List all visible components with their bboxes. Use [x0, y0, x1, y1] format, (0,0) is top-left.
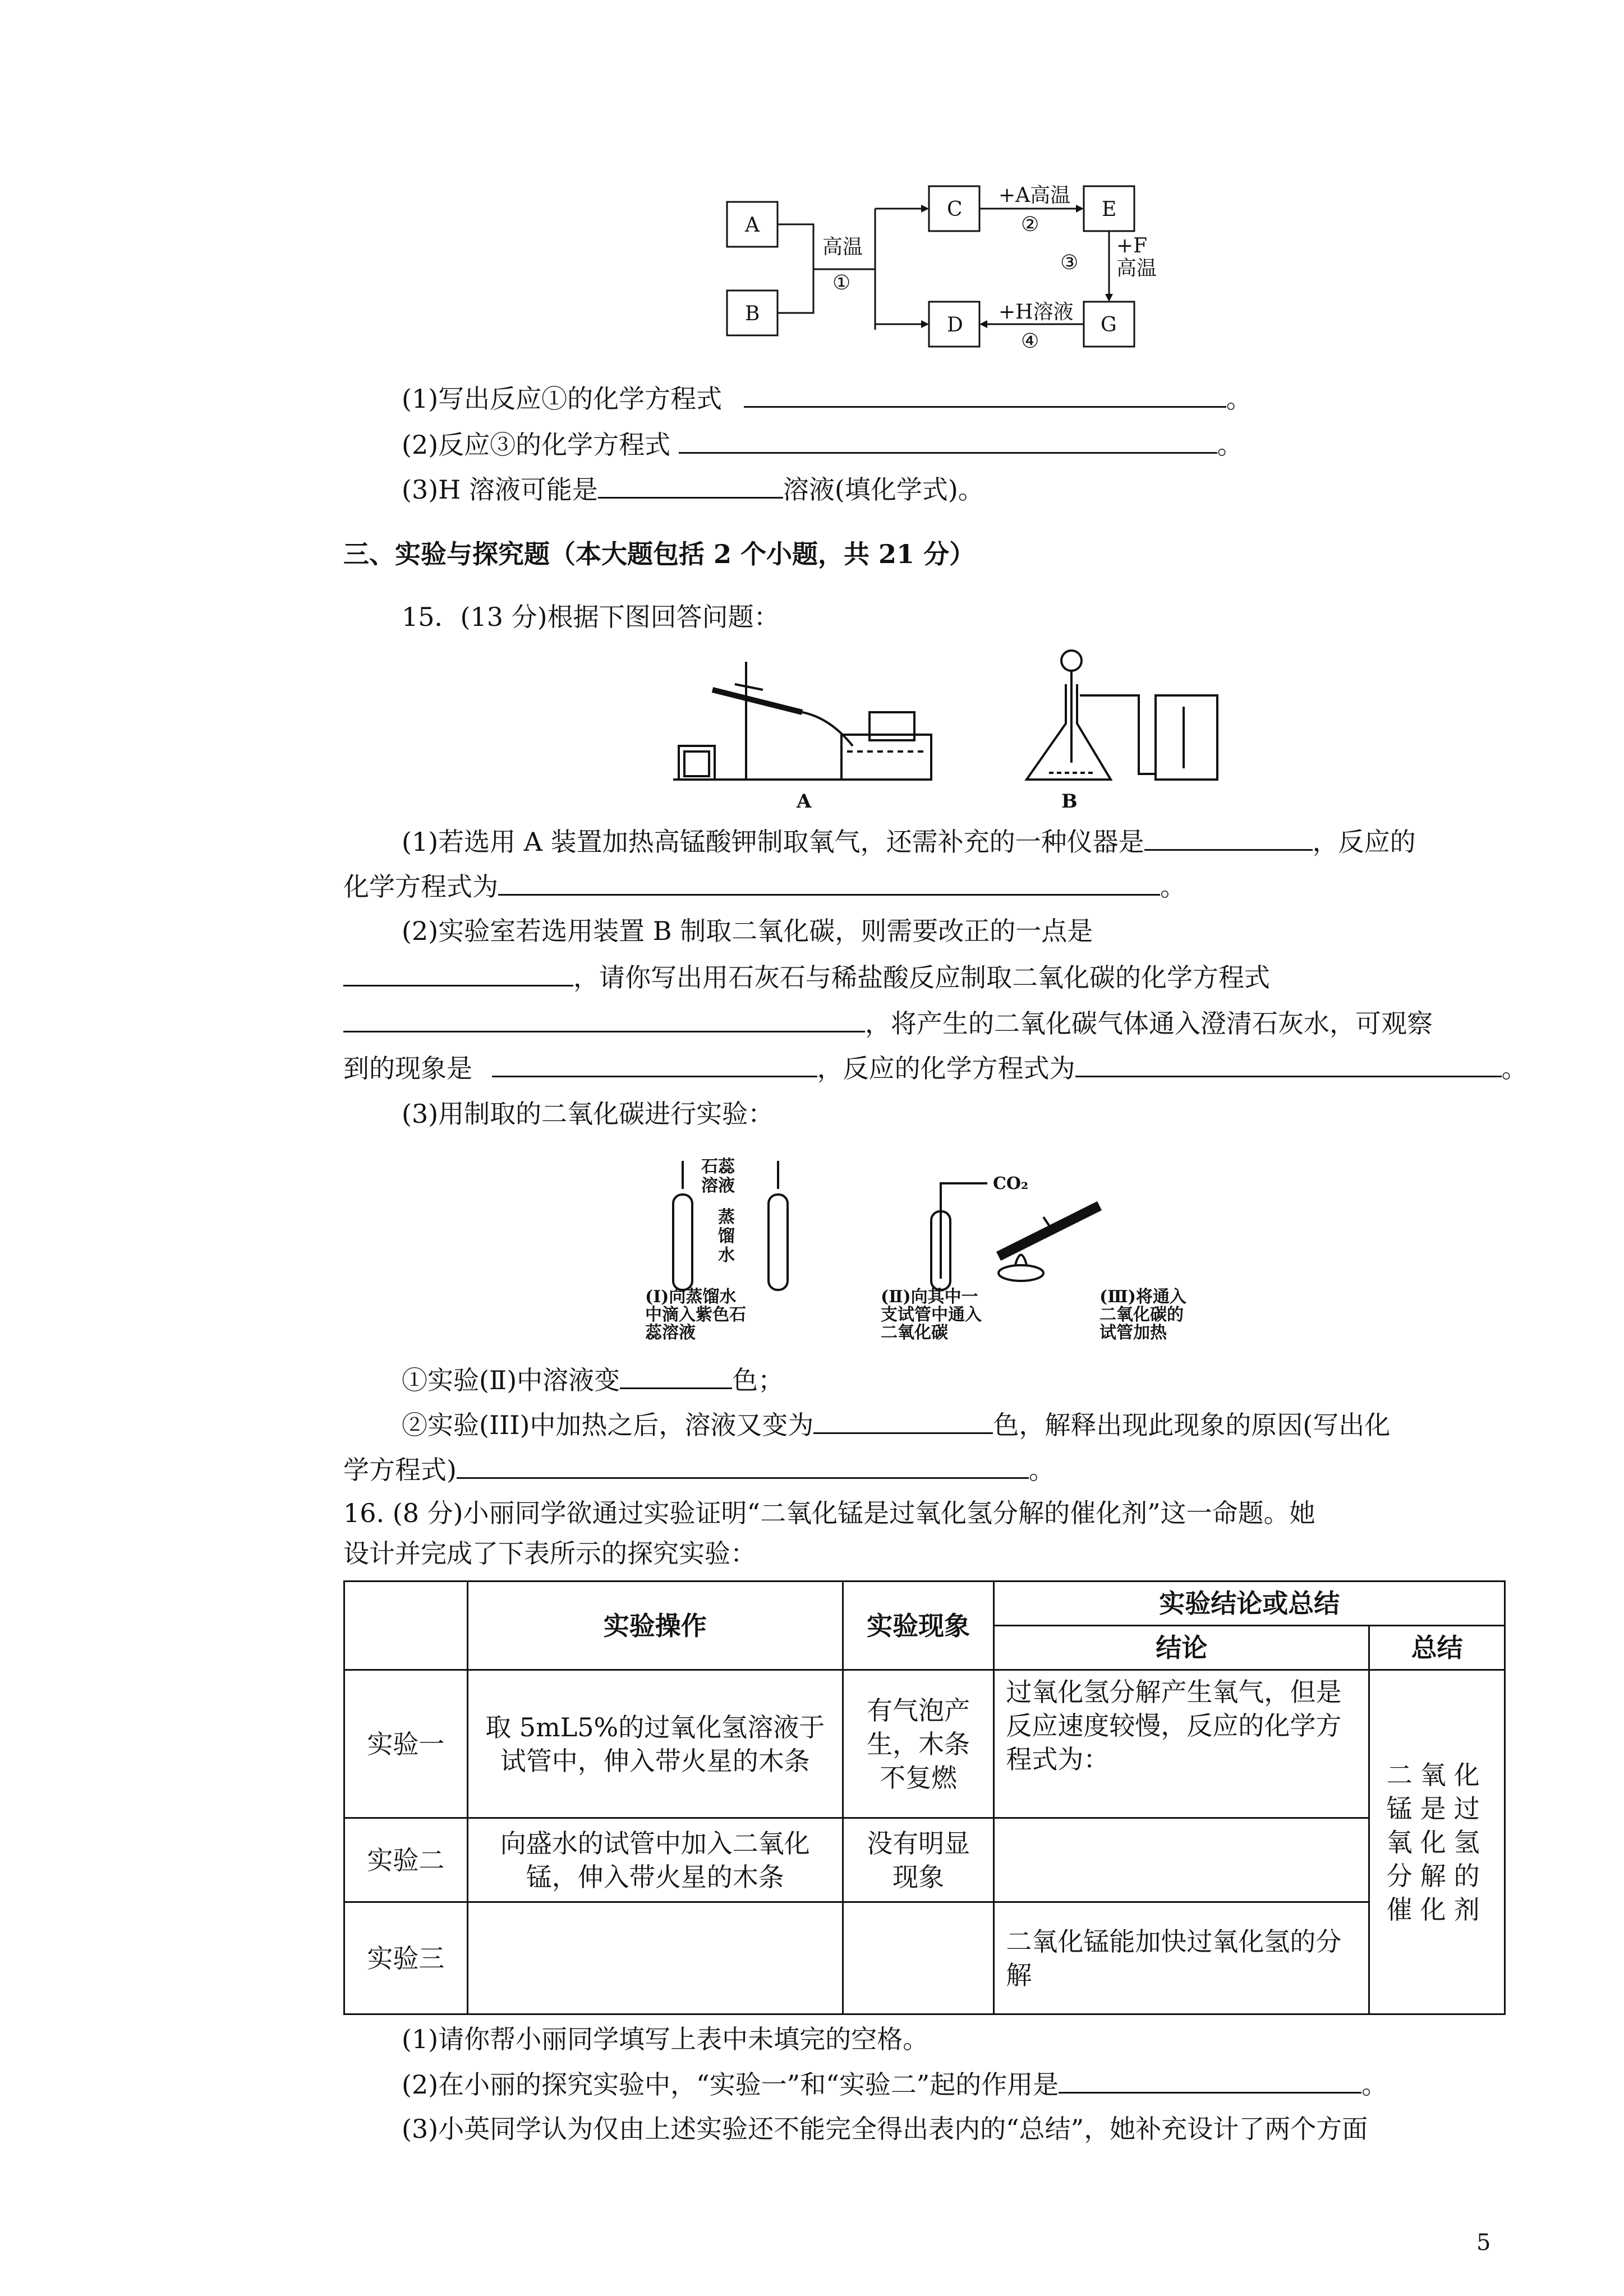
answer-blank — [492, 1051, 817, 1077]
condition-3a: +F — [1116, 234, 1148, 257]
q15-head: 15．(13 分)根据下图回答问题： — [402, 602, 780, 632]
condition-gaowen: 高温 — [822, 236, 863, 259]
svg-text:水: 水 — [718, 1246, 735, 1265]
reaction-flowchart — [718, 179, 1223, 359]
svg-text:支试管中通入: 支试管中通入 — [881, 1305, 982, 1325]
row1-name: 实验一 — [344, 1670, 468, 1818]
row2-phenomenon: 没有明显现象 — [843, 1818, 994, 1902]
answer-blank — [598, 472, 783, 499]
table-row — [344, 1902, 1505, 2014]
row3-operation-empty — [467, 1902, 843, 2014]
q14-part1-text: (1)写出反应①的化学方程式 — [402, 384, 723, 414]
apparatus-a-label: A — [797, 790, 812, 813]
svg-text:试管加热: 试管加热 — [1099, 1323, 1167, 1340]
svg-text:蕊溶液: 蕊溶液 — [645, 1323, 696, 1340]
box-d-label: D — [947, 313, 963, 336]
table-row — [344, 1818, 1505, 1902]
reaction-4-label: ④ — [1021, 330, 1039, 353]
q14-part3: (3)H 溶液可能是 溶液(填化学式)。 — [402, 472, 984, 506]
q15-part3: (3)用制取的二氧化碳进行实验： — [402, 1099, 774, 1129]
svg-text:二氧化碳的: 二氧化碳的 — [1099, 1305, 1184, 1325]
q15-part2-line2: ，请你写出用石灰石与稀盐酸反应制取二氧化碳的化学方程式 — [343, 960, 1270, 994]
row1-operation: 取 5mL5%的过氧化氢溶液于试管中，伸入带火星的木条 — [467, 1670, 843, 1818]
svg-text:(Ⅰ)向蒸馏水: (Ⅰ)向蒸馏水 — [645, 1287, 737, 1307]
condition-2: +A高温 — [999, 184, 1071, 207]
row3-conclusion: 二氧化锰能加快过氧化氢的分解 — [994, 1902, 1369, 2014]
row2-operation: 向盛水的试管中加入二氧化锰，伸入带火星的木条 — [467, 1818, 843, 1902]
svg-text:蒸: 蒸 — [718, 1207, 735, 1227]
answer-blank — [1144, 824, 1313, 851]
svg-text:(Ⅱ)向其中一: (Ⅱ)向其中一 — [881, 1287, 978, 1307]
condition-3b: 高温 — [1116, 257, 1157, 280]
q15-part2-line4: 到的现象是 ，反应的化学方程式为 。 — [343, 1051, 1528, 1085]
q15-part1-line2: 化学方程式为 。 — [343, 869, 1186, 903]
header-conclusion: 结论 — [994, 1626, 1369, 1670]
svg-text:馏: 馏 — [718, 1227, 735, 1246]
q16-part1: (1)请你帮小丽同学填写上表中未填完的空格。 — [402, 2024, 929, 2054]
svg-text:溶液: 溶液 — [701, 1176, 735, 1196]
co2-experiment-figure — [640, 1150, 1313, 1340]
q16-part3: (3)小英同学认为仅由上述实验还不能完全得出表内的“总结”，她补充设计了两个方面 — [402, 2114, 1368, 2144]
q14-part2: (2)反应③的化学方程式 。 — [402, 427, 1243, 462]
answer-blank — [679, 427, 1217, 454]
answer-blank — [457, 1453, 1029, 1479]
reaction-2-label: ② — [1021, 213, 1039, 236]
row2-name: 实验二 — [344, 1818, 468, 1902]
apparatus-figure — [662, 645, 1245, 813]
q15-sub2-line1: ②实验(III)中加热之后，溶液又变为 色，解释出现此现象的原因(写出化 — [402, 1408, 1390, 1442]
q15-part1-line1: (1)若选用 A 装置加热高锰酸钾制取氧气，还需补充的一种仪器是 ，反应的 — [402, 824, 1416, 859]
answer-blank — [343, 960, 573, 986]
answer-blank — [1075, 1051, 1502, 1077]
q15-sub1: ①实验(Ⅱ)中溶液变 色； — [402, 1363, 784, 1397]
row3-phenomenon-empty — [843, 1902, 994, 2014]
q16-part2: (2)在小丽的探究实验中，“实验一”和“实验二”起的作用是 。 — [402, 2067, 1387, 2101]
box-b-label: B — [745, 302, 760, 325]
answer-blank — [744, 381, 1226, 408]
table-corner — [344, 1582, 468, 1670]
svg-text:石蕊: 石蕊 — [701, 1157, 735, 1177]
row2-conclusion-empty — [994, 1818, 1369, 1902]
row1-phenomenon: 有气泡产生，木条不复燃 — [843, 1670, 994, 1818]
header-phenomenon: 实验现象 — [843, 1582, 994, 1670]
summary-cell: 二氧化锰是过氧化氢分解的催化剂 — [1369, 1670, 1505, 2014]
table-row — [344, 1670, 1505, 1818]
row3-name: 实验三 — [344, 1902, 468, 2014]
apparatus-b-label: B — [1061, 790, 1078, 813]
answer-blank — [813, 1408, 993, 1434]
q16-head-line1: 16. (8 分)小丽同学欲通过实验证明“二氧化锰是过氧化氢分解的催化剂”这一命题。她 — [343, 1498, 1315, 1528]
q15-sub2-line2: 学方程式) 。 — [343, 1453, 1055, 1487]
svg-text:二氧化碳: 二氧化碳 — [881, 1323, 948, 1340]
svg-text:CO₂: CO₂ — [993, 1174, 1029, 1193]
q15-part2-line3: ，将产生的二氧化碳气体通入澄清石灰水，可观察 — [343, 1006, 1433, 1040]
answer-blank — [620, 1363, 732, 1389]
answer-blank — [343, 1006, 865, 1032]
answer-blank — [1059, 2067, 1361, 2094]
reaction-1-label: ① — [832, 271, 851, 294]
section-heading: 三、实验与探究题（本大题包括 2 个小题，共 21 分） — [343, 539, 976, 569]
experiment-table — [343, 1580, 1506, 2015]
q14-part1: (1)写出反应①的化学方程式 。 — [402, 381, 1252, 416]
page-number: 5 — [1476, 2230, 1491, 2256]
row1-conclusion: 过氧化氢分解产生氧气，但是反应速度较慢，反应的化学方程式为： — [994, 1670, 1369, 1818]
svg-text:中滴入紫色石: 中滴入紫色石 — [645, 1305, 746, 1325]
header-operation: 实验操作 — [467, 1582, 843, 1670]
q14-part2-text: (2)反应③的化学方程式 — [402, 430, 671, 460]
reaction-3-label: ③ — [1060, 251, 1079, 274]
box-a-label: A — [745, 214, 760, 237]
box-c-label: C — [947, 198, 963, 221]
box-g-label: G — [1101, 313, 1117, 336]
answer-blank — [498, 869, 1160, 896]
header-summary: 总结 — [1369, 1626, 1505, 1670]
header-conclusion-summary: 实验结论或总结 — [994, 1582, 1505, 1626]
q14-part3-text: (3)H 溶液可能是 — [402, 474, 598, 505]
q15-part2-line1: (2)实验室若选用装置 B 制取二氧化碳，则需要改正的一点是 — [402, 916, 1093, 946]
svg-text:(Ⅲ)将通入: (Ⅲ)将通入 — [1099, 1287, 1186, 1307]
condition-4: +H溶液 — [999, 301, 1074, 324]
box-e-label: E — [1102, 198, 1117, 221]
q16-head-line2: 设计并完成了下表所示的探究实验： — [343, 1538, 756, 1569]
